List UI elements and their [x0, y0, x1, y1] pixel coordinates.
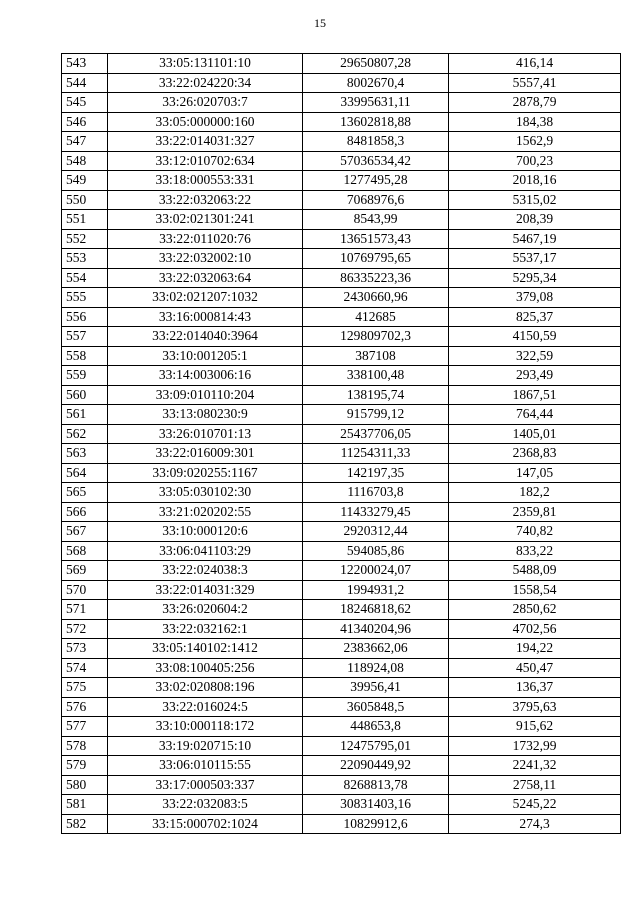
amount-cell: 700,23 [449, 151, 621, 171]
row-number-cell: 549 [62, 171, 108, 191]
cadastral-number-cell: 33:09:010110:204 [108, 385, 303, 405]
row-number-cell: 557 [62, 327, 108, 347]
row-number-cell: 551 [62, 210, 108, 230]
cadastral-value-cell: 8268813,78 [303, 775, 449, 795]
cadastral-value-cell: 2383662,06 [303, 639, 449, 659]
table-row [62, 756, 621, 776]
table-row [62, 795, 621, 815]
table-row [62, 502, 621, 522]
table-row [62, 93, 621, 113]
table-row [62, 814, 621, 834]
table-row [62, 171, 621, 191]
amount-cell: 194,22 [449, 639, 621, 659]
row-number-cell: 553 [62, 249, 108, 269]
table-row [62, 561, 621, 581]
amount-cell: 208,39 [449, 210, 621, 230]
amount-cell: 2359,81 [449, 502, 621, 522]
cadastral-number-cell: 33:26:010701:13 [108, 424, 303, 444]
row-number-cell: 579 [62, 756, 108, 776]
row-number-cell: 552 [62, 229, 108, 249]
table-row [62, 327, 621, 347]
table-row [62, 444, 621, 464]
table-row [62, 424, 621, 444]
cadastral-number-cell: 33:19:020715:10 [108, 736, 303, 756]
amount-cell: 3795,63 [449, 697, 621, 717]
cadastral-number-cell: 33:22:024220:34 [108, 73, 303, 93]
cadastral-value-cell: 448653,8 [303, 717, 449, 737]
row-number-cell: 571 [62, 600, 108, 620]
table-row [62, 210, 621, 230]
cadastral-number-cell: 33:06:010115:55 [108, 756, 303, 776]
cadastral-value-cell: 8481858,3 [303, 132, 449, 152]
amount-cell: 147,05 [449, 463, 621, 483]
table-row [62, 307, 621, 327]
amount-cell: 416,14 [449, 54, 621, 74]
row-number-cell: 569 [62, 561, 108, 581]
amount-cell: 322,59 [449, 346, 621, 366]
cadastral-value-cell: 10829912,6 [303, 814, 449, 834]
table-row [62, 678, 621, 698]
cadastral-value-cell: 387108 [303, 346, 449, 366]
cadastral-value-cell: 2430660,96 [303, 288, 449, 308]
cadastral-value-cell: 412685 [303, 307, 449, 327]
amount-cell: 1867,51 [449, 385, 621, 405]
table-row [62, 132, 621, 152]
cadastral-number-cell: 33:22:024038:3 [108, 561, 303, 581]
table-row [62, 249, 621, 269]
cadastral-number-cell: 33:05:000000:160 [108, 112, 303, 132]
row-number-cell: 577 [62, 717, 108, 737]
amount-cell: 2018,16 [449, 171, 621, 191]
amount-cell: 1558,54 [449, 580, 621, 600]
cadastral-value-cell: 8543,99 [303, 210, 449, 230]
cadastral-value-cell: 86335223,36 [303, 268, 449, 288]
cadastral-number-cell: 33:22:011020:76 [108, 229, 303, 249]
row-number-cell: 581 [62, 795, 108, 815]
amount-cell: 825,37 [449, 307, 621, 327]
cadastral-number-cell: 33:26:020703:7 [108, 93, 303, 113]
page-number: 15 [314, 16, 326, 30]
cadastral-value-cell: 11433279,45 [303, 502, 449, 522]
row-number-cell: 580 [62, 775, 108, 795]
row-number-cell: 559 [62, 366, 108, 386]
amount-cell: 915,62 [449, 717, 621, 737]
amount-cell: 5295,34 [449, 268, 621, 288]
cadastral-value-cell: 33995631,11 [303, 93, 449, 113]
cadastral-value-cell: 57036534,42 [303, 151, 449, 171]
table-row [62, 522, 621, 542]
amount-cell: 379,08 [449, 288, 621, 308]
amount-cell: 1732,99 [449, 736, 621, 756]
row-number-cell: 546 [62, 112, 108, 132]
row-number-cell: 560 [62, 385, 108, 405]
table-row [62, 619, 621, 639]
cadastral-value-cell: 22090449,92 [303, 756, 449, 776]
row-number-cell: 564 [62, 463, 108, 483]
cadastral-number-cell: 33:18:000553:331 [108, 171, 303, 191]
row-number-cell: 568 [62, 541, 108, 561]
table-row [62, 366, 621, 386]
amount-cell: 4150,59 [449, 327, 621, 347]
table-row [62, 54, 621, 74]
row-number-cell: 555 [62, 288, 108, 308]
table-row [62, 580, 621, 600]
cadastral-number-cell: 33:02:021301:241 [108, 210, 303, 230]
row-number-cell: 563 [62, 444, 108, 464]
row-number-cell: 574 [62, 658, 108, 678]
cadastral-number-cell: 33:22:032002:10 [108, 249, 303, 269]
cadastral-number-cell: 33:22:014040:3964 [108, 327, 303, 347]
cadastral-number-cell: 33:22:032162:1 [108, 619, 303, 639]
row-number-cell: 567 [62, 522, 108, 542]
row-number-cell: 547 [62, 132, 108, 152]
table-row [62, 483, 621, 503]
cadastral-value-cell: 39956,41 [303, 678, 449, 698]
cadastral-number-cell: 33:13:080230:9 [108, 405, 303, 425]
amount-cell: 450,47 [449, 658, 621, 678]
cadastral-value-cell: 7068976,6 [303, 190, 449, 210]
cadastral-number-cell: 33:02:021207:1032 [108, 288, 303, 308]
cadastral-number-cell: 33:17:000503:337 [108, 775, 303, 795]
cadastral-value-cell: 138195,74 [303, 385, 449, 405]
row-number-cell: 582 [62, 814, 108, 834]
cadastral-number-cell: 33:12:010702:634 [108, 151, 303, 171]
cadastral-number-cell: 33:26:020604:2 [108, 600, 303, 620]
table-row [62, 541, 621, 561]
row-number-cell: 558 [62, 346, 108, 366]
row-number-cell: 578 [62, 736, 108, 756]
table-row [62, 288, 621, 308]
amount-cell: 5488,09 [449, 561, 621, 581]
table-row [62, 658, 621, 678]
row-number-cell: 561 [62, 405, 108, 425]
table-row [62, 775, 621, 795]
amount-cell: 5557,41 [449, 73, 621, 93]
cadastral-value-cell: 13602818,88 [303, 112, 449, 132]
table-row [62, 463, 621, 483]
amount-cell: 2850,62 [449, 600, 621, 620]
cadastral-number-cell: 33:08:100405:256 [108, 658, 303, 678]
cadastral-number-cell: 33:22:014031:329 [108, 580, 303, 600]
row-number-cell: 544 [62, 73, 108, 93]
cadastral-number-cell: 33:05:030102:30 [108, 483, 303, 503]
amount-cell: 5315,02 [449, 190, 621, 210]
amount-cell: 2368,83 [449, 444, 621, 464]
cadastral-value-cell: 2920312,44 [303, 522, 449, 542]
row-number-cell: 565 [62, 483, 108, 503]
amount-cell: 4702,56 [449, 619, 621, 639]
row-number-cell: 575 [62, 678, 108, 698]
row-number-cell: 554 [62, 268, 108, 288]
cadastral-number-cell: 33:22:016009:301 [108, 444, 303, 464]
amount-cell: 740,82 [449, 522, 621, 542]
cadastral-value-cell: 142197,35 [303, 463, 449, 483]
row-number-cell: 570 [62, 580, 108, 600]
row-number-cell: 548 [62, 151, 108, 171]
table-row [62, 346, 621, 366]
table-row [62, 229, 621, 249]
cadastral-number-cell: 33:22:032063:64 [108, 268, 303, 288]
cadastral-value-cell: 1116703,8 [303, 483, 449, 503]
cadastral-number-cell: 33:05:140102:1412 [108, 639, 303, 659]
cadastral-number-cell: 33:15:000702:1024 [108, 814, 303, 834]
data-table [61, 53, 621, 834]
amount-cell: 293,49 [449, 366, 621, 386]
cadastral-number-cell: 33:10:000118:172 [108, 717, 303, 737]
cadastral-number-cell: 33:02:020808:196 [108, 678, 303, 698]
cadastral-value-cell: 25437706,05 [303, 424, 449, 444]
amount-cell: 274,3 [449, 814, 621, 834]
cadastral-number-cell: 33:09:020255:1167 [108, 463, 303, 483]
table-row [62, 73, 621, 93]
amount-cell: 1562,9 [449, 132, 621, 152]
cadastral-value-cell: 18246818,62 [303, 600, 449, 620]
amount-cell: 5537,17 [449, 249, 621, 269]
amount-cell: 2878,79 [449, 93, 621, 113]
table-body [62, 54, 621, 834]
row-number-cell: 576 [62, 697, 108, 717]
cadastral-value-cell: 12200024,07 [303, 561, 449, 581]
amount-cell: 5245,22 [449, 795, 621, 815]
cadastral-value-cell: 1994931,2 [303, 580, 449, 600]
cadastral-number-cell: 33:06:041103:29 [108, 541, 303, 561]
amount-cell: 182,2 [449, 483, 621, 503]
cadastral-value-cell: 12475795,01 [303, 736, 449, 756]
cadastral-value-cell: 1277495,28 [303, 171, 449, 191]
table-row [62, 151, 621, 171]
row-number-cell: 573 [62, 639, 108, 659]
amount-cell: 2241,32 [449, 756, 621, 776]
cadastral-value-cell: 10769795,65 [303, 249, 449, 269]
cadastral-number-cell: 33:05:131101:10 [108, 54, 303, 74]
cadastral-value-cell: 8002670,4 [303, 73, 449, 93]
table-row [62, 190, 621, 210]
table-row [62, 268, 621, 288]
amount-cell: 833,22 [449, 541, 621, 561]
row-number-cell: 562 [62, 424, 108, 444]
table-row [62, 405, 621, 425]
amount-cell: 5467,19 [449, 229, 621, 249]
amount-cell: 184,38 [449, 112, 621, 132]
cadastral-value-cell: 129809702,3 [303, 327, 449, 347]
amount-cell: 2758,11 [449, 775, 621, 795]
table-row [62, 736, 621, 756]
cadastral-number-cell: 33:22:032063:22 [108, 190, 303, 210]
table-row [62, 112, 621, 132]
row-number-cell: 543 [62, 54, 108, 74]
amount-cell: 1405,01 [449, 424, 621, 444]
cadastral-value-cell: 41340204,96 [303, 619, 449, 639]
cadastral-value-cell: 915799,12 [303, 405, 449, 425]
cadastral-number-cell: 33:22:014031:327 [108, 132, 303, 152]
cadastral-value-cell: 338100,48 [303, 366, 449, 386]
table-row [62, 717, 621, 737]
amount-cell: 136,37 [449, 678, 621, 698]
row-number-cell: 572 [62, 619, 108, 639]
row-number-cell: 556 [62, 307, 108, 327]
cadastral-number-cell: 33:14:003006:16 [108, 366, 303, 386]
cadastral-value-cell: 594085,86 [303, 541, 449, 561]
table-row [62, 385, 621, 405]
row-number-cell: 550 [62, 190, 108, 210]
cadastral-number-cell: 33:21:020202:55 [108, 502, 303, 522]
cadastral-number-cell: 33:22:016024:5 [108, 697, 303, 717]
table-row [62, 697, 621, 717]
cadastral-number-cell: 33:16:000814:43 [108, 307, 303, 327]
cadastral-value-cell: 3605848,5 [303, 697, 449, 717]
row-number-cell: 545 [62, 93, 108, 113]
amount-cell: 764,44 [449, 405, 621, 425]
cadastral-number-cell: 33:10:001205:1 [108, 346, 303, 366]
cadastral-number-cell: 33:22:032083:5 [108, 795, 303, 815]
cadastral-value-cell: 29650807,28 [303, 54, 449, 74]
cadastral-value-cell: 11254311,33 [303, 444, 449, 464]
cadastral-value-cell: 30831403,16 [303, 795, 449, 815]
table-row [62, 600, 621, 620]
row-number-cell: 566 [62, 502, 108, 522]
cadastral-value-cell: 13651573,43 [303, 229, 449, 249]
cadastral-value-cell: 118924,08 [303, 658, 449, 678]
cadastral-number-cell: 33:10:000120:6 [108, 522, 303, 542]
table-row [62, 639, 621, 659]
